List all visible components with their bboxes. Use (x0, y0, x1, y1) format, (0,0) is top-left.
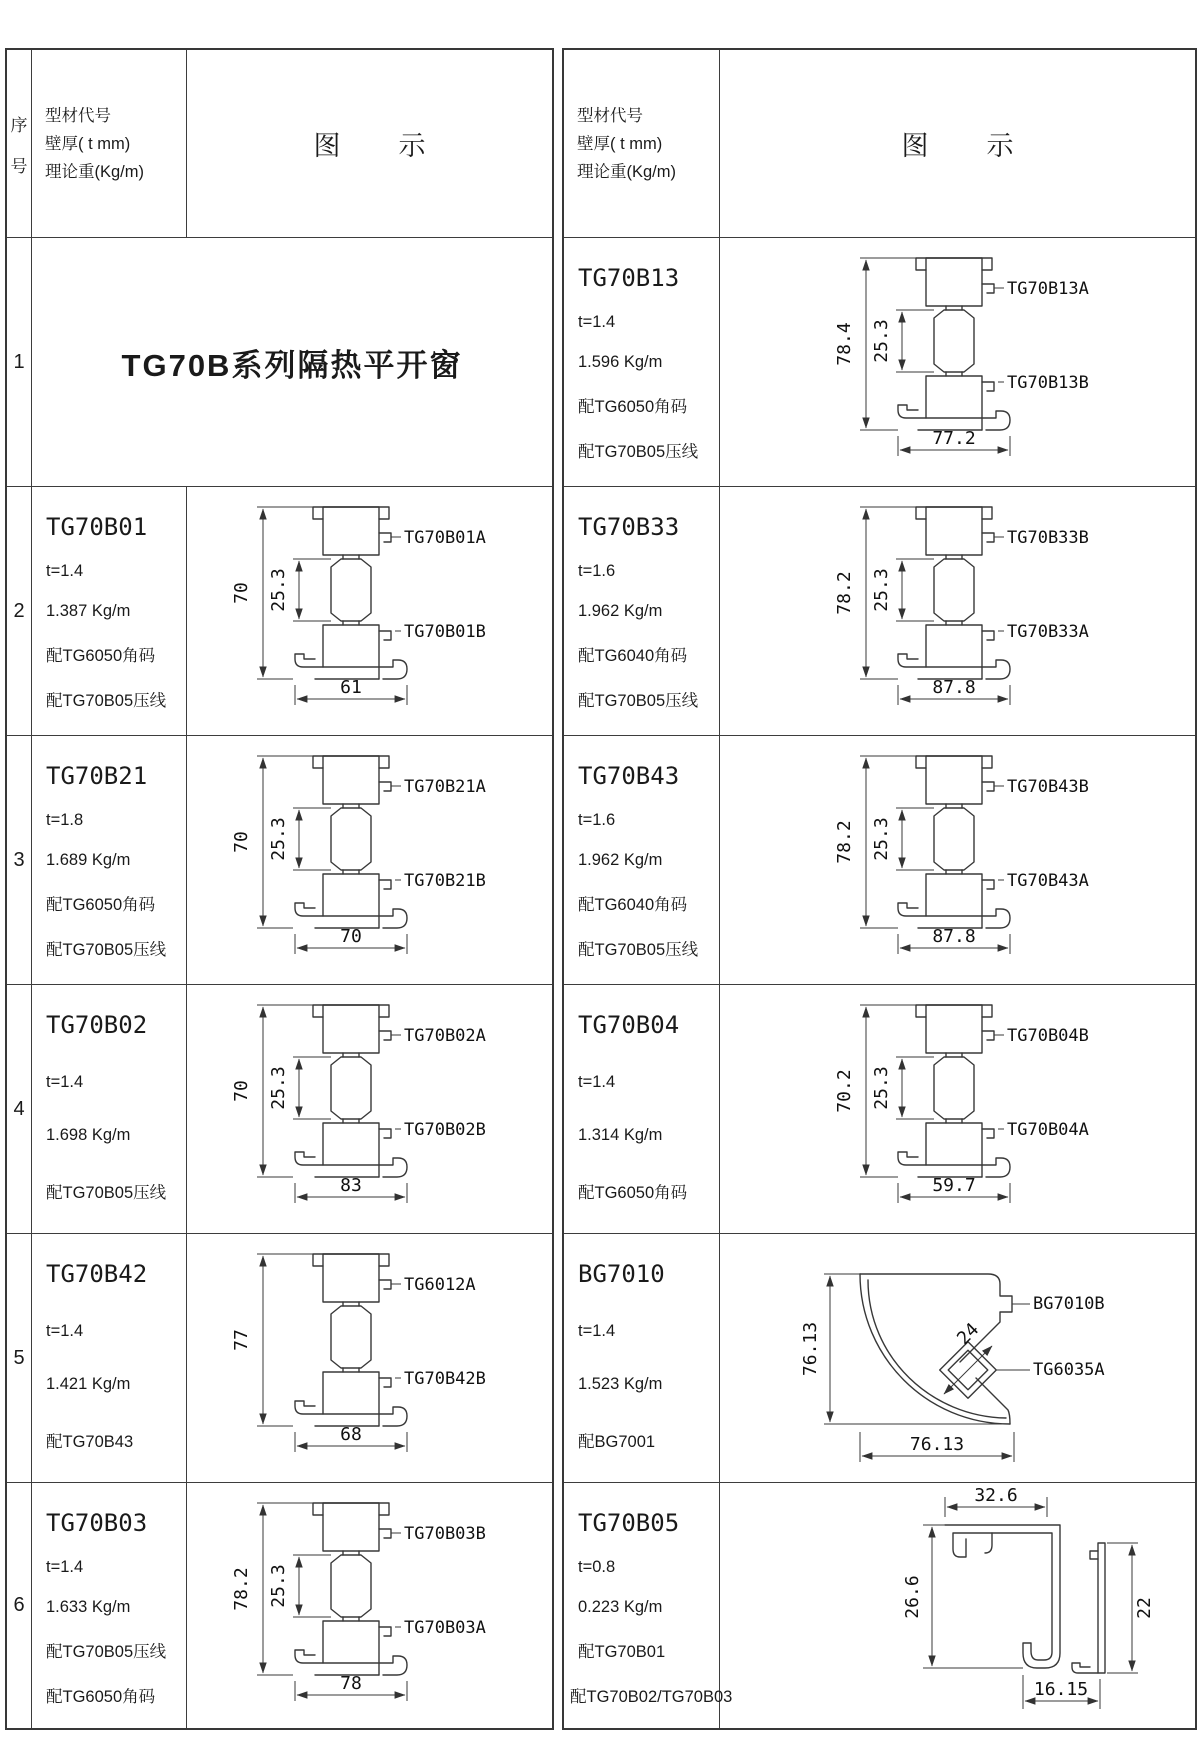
dim-mid: 25.3 (268, 1066, 289, 1110)
spec-cell-tg70b03 (32, 1483, 187, 1728)
part-label-bottom: TG6035A (1033, 1360, 1105, 1380)
spec-line: 1.698 Kg/m (46, 1126, 131, 1144)
dim-width: 70 (340, 926, 362, 947)
profile-code: BG7010 (578, 1260, 665, 1288)
profile-cross-section (295, 756, 407, 928)
series-title-cell (32, 238, 552, 487)
seq-4 (7, 985, 32, 1234)
illustration-cell-tg70b33 (720, 487, 1195, 736)
profile-cross-section (295, 1005, 407, 1177)
spec-head-line: 壁厚( t mm) (577, 134, 663, 153)
dim-width: 83 (340, 1175, 362, 1196)
dim-height: 78.2 (834, 571, 855, 615)
part-label-top: TG70B21A (404, 777, 486, 797)
dim-width: 59.7 (932, 1175, 976, 1196)
spec-line: 1.421 Kg/m (46, 1375, 131, 1393)
spec-head-line: 型材代号 (45, 106, 111, 125)
seq-label-bottom: 号 (10, 156, 28, 176)
dim-top: 32.6 (974, 1485, 1018, 1506)
illustration-cell-tg70b21 (187, 736, 552, 985)
spec-line: 配TG70B01 (578, 1643, 666, 1661)
dim-width: 87.8 (932, 926, 976, 947)
spec-line: 配TG70B05压线 (46, 1184, 167, 1202)
profile-drawing-tg70b13 (720, 238, 1192, 484)
profile-drawing-tg70b01 (187, 487, 549, 733)
spec-cell-tg70b01 (32, 487, 187, 736)
dim-mid: 25.3 (268, 1564, 289, 1608)
ext-line (824, 1274, 1004, 1424)
dim-height: 70 (231, 582, 252, 604)
profile-code: TG70B33 (578, 513, 680, 541)
spec-line: 1.314 Kg/m (578, 1126, 663, 1144)
spec-cell-bg7010 (564, 1234, 720, 1483)
seq-number: 5 (13, 1346, 25, 1369)
dim-height: 78.4 (834, 322, 855, 366)
profile-cross-section (295, 1503, 407, 1675)
dim-height: 70 (231, 831, 252, 853)
spec-cell-tg70b42 (32, 1234, 187, 1483)
seq-number: 1 (13, 350, 25, 373)
spec-cell-tg70b04 (564, 985, 720, 1234)
seq-label-top: 序 (10, 115, 28, 135)
dim-mid: 25.3 (871, 817, 892, 861)
part-label-top: TG70B43B (1007, 777, 1089, 797)
dim-mid: 25.3 (268, 817, 289, 861)
left-table (5, 48, 554, 1730)
part-label-bottom: TG70B02B (404, 1120, 486, 1140)
spec-line: 配TG70B02/TG70B03 (570, 1688, 733, 1706)
illustration-cell-bg7010 (720, 1234, 1195, 1483)
spec-line: 配TG6040角码 (578, 647, 688, 665)
profile-code: TG70B21 (46, 762, 148, 790)
spec-line: 配TG6050角码 (578, 398, 688, 416)
part-label-bottom: TG70B01B (404, 622, 486, 642)
seq-2 (7, 487, 32, 736)
header-seq (7, 50, 32, 238)
dim-height: 77 (231, 1329, 252, 1351)
profile-code: TG70B04 (578, 1011, 680, 1039)
part-label-top: BG7010B (1033, 1294, 1105, 1314)
spec-cell-tg70b43 (564, 736, 720, 985)
spec-line: 配TG6040角码 (578, 896, 688, 914)
dim-right: 22 (1134, 1597, 1155, 1619)
part-label-top: TG70B33B (1007, 528, 1089, 548)
spec-line: 配TG6050角码 (46, 1688, 156, 1706)
profile-drawing-tg70b33 (720, 487, 1192, 733)
dim-mid: 25.3 (268, 568, 289, 612)
spec-line: 配TG70B05压线 (46, 692, 167, 710)
dim-height: 78.2 (834, 820, 855, 864)
profile-hook (985, 1533, 992, 1553)
part-label-top: TG70B01A (404, 528, 486, 548)
part-label-bottom: TG70B03A (404, 1618, 486, 1638)
profile-drawing-tg70b21 (187, 736, 549, 982)
seq-3 (7, 736, 32, 985)
spec-line: t=1.4 (578, 1073, 616, 1091)
spec-line: t=0.8 (578, 1558, 616, 1576)
seq-6 (7, 1483, 32, 1728)
spec-line: 配TG70B05压线 (578, 443, 699, 461)
spec-line: 配TG6050角码 (46, 647, 156, 665)
spec-line: 配BG7001 (578, 1433, 656, 1451)
part-label-bottom: TG70B33A (1007, 622, 1089, 642)
profile-code: TG70B02 (46, 1011, 148, 1039)
part-label-top: TG70B03B (404, 1524, 486, 1544)
profile-cross-section (898, 507, 1010, 679)
profile-code: TG70B43 (578, 762, 680, 790)
profile-cross-section (898, 1005, 1010, 1177)
profile-cross-section (295, 507, 407, 679)
seq-5 (7, 1234, 32, 1483)
spec-line: 1.523 Kg/m (578, 1375, 663, 1393)
spec-cell-tg70b21 (32, 736, 187, 985)
illo-label: 图 (313, 131, 341, 161)
profile-right-foot (1072, 1551, 1098, 1673)
profile-drawing-tg70b04 (720, 985, 1192, 1231)
seq-number: 3 (13, 848, 25, 871)
illustration-cell-tg70b42 (187, 1234, 552, 1483)
seq-number: 6 (13, 1594, 25, 1616)
spec-line: t=1.6 (578, 562, 616, 580)
part-label-top: TG6012A (404, 1275, 476, 1295)
illustration-cell-tg70b04 (720, 985, 1195, 1234)
illo-label: 示 (986, 131, 1014, 161)
spec-line: 配TG6050角码 (578, 1184, 688, 1202)
profile-code: TG70B05 (578, 1509, 680, 1537)
dim-width: 77.2 (932, 428, 976, 449)
profile-drawing-tg70b05 (720, 1483, 1192, 1727)
spec-line: 配TG70B05压线 (46, 941, 167, 959)
part-label-bottom: TG70B43A (1007, 871, 1089, 891)
seq-1 (7, 238, 32, 487)
seq-number: 4 (13, 1097, 25, 1120)
spec-line: 配TG70B05压线 (578, 941, 699, 959)
profile-code: TG70B03 (46, 1509, 148, 1537)
profile-cross-section (898, 756, 1010, 928)
ext-line (923, 1525, 1023, 1668)
spec-cell-tg70b05 (564, 1483, 733, 1728)
series-title: TG70B系列隔热平开窗 (121, 347, 463, 383)
spec-cell-tg70b02 (32, 985, 187, 1234)
spec-line: t=1.4 (578, 313, 616, 331)
header-illustration-left (187, 50, 552, 238)
spec-line: 1.689 Kg/m (46, 851, 131, 869)
dim-mid: 25.3 (871, 568, 892, 612)
profile-drawing-tg70b03 (187, 1483, 549, 1727)
spec-head-line: 壁厚( t mm) (45, 134, 131, 153)
spec-line: 1.633 Kg/m (46, 1598, 131, 1616)
spec-line: t=1.4 (46, 1322, 84, 1340)
illo-label: 示 (398, 131, 426, 161)
illustration-cell-tg70b02 (187, 985, 552, 1234)
part-label-top: TG70B13A (1007, 279, 1089, 299)
spec-line: 1.596 Kg/m (578, 353, 663, 371)
profile-drawing-bg7010 (720, 1234, 1192, 1480)
illustration-cell-tg70b05 (720, 1483, 1195, 1728)
illo-label: 图 (901, 131, 929, 161)
dim-width: 68 (340, 1424, 362, 1445)
profile-drawing-tg70b42 (187, 1234, 549, 1480)
profile-drawing-tg70b02 (187, 985, 549, 1231)
spec-line: t=1.6 (578, 811, 616, 829)
dim-diagonal: 24 (953, 1319, 984, 1350)
dim-width: 76.13 (909, 1434, 965, 1455)
dim-width: 61 (340, 677, 362, 698)
part-label-top: TG70B04B (1007, 1026, 1089, 1046)
spec-head-line: 理论重(Kg/m) (577, 162, 676, 181)
ext-line (257, 1254, 313, 1426)
right-table (562, 48, 1197, 1730)
header-illustration-right (720, 50, 1195, 238)
dim-bottom: 16.15 (1033, 1679, 1089, 1700)
dim-height: 70 (231, 1080, 252, 1102)
spec-line: t=1.4 (578, 1322, 616, 1340)
profile-right-wall (1098, 1543, 1105, 1673)
dim-height: 70.2 (834, 1069, 855, 1113)
dim-mid: 25.3 (871, 1066, 892, 1110)
dim-mid: 25.3 (871, 319, 892, 363)
spec-line: 配TG70B05压线 (46, 1643, 167, 1661)
profile-outline (945, 1525, 1060, 1668)
spec-line: 1.962 Kg/m (578, 851, 663, 869)
part-label-bottom: TG70B21B (404, 871, 486, 891)
profile-code: TG70B01 (46, 513, 148, 541)
profile-code: TG70B13 (578, 264, 680, 292)
spec-cell-tg70b33 (564, 487, 720, 736)
dim-width: 78 (340, 1673, 362, 1694)
illustration-cell-tg70b13 (720, 238, 1195, 487)
illustration-cell-tg70b01 (187, 487, 552, 736)
dim-height: 78.2 (231, 1567, 252, 1611)
spec-line: t=1.4 (46, 1073, 84, 1091)
illustration-cell-tg70b03 (187, 1483, 552, 1728)
dim-left: 26.6 (902, 1575, 923, 1619)
profile-code: TG70B42 (46, 1260, 148, 1288)
header-spec-left (32, 50, 187, 238)
spec-line: 1.962 Kg/m (578, 602, 663, 620)
profile-arc-outer (860, 1274, 1010, 1424)
profile-arc-inner (868, 1280, 1006, 1418)
part-label-bottom: TG70B04A (1007, 1120, 1089, 1140)
spec-cell-tg70b13 (564, 238, 720, 487)
seq-number: 2 (13, 599, 25, 622)
part-label-bottom: TG70B42B (404, 1369, 486, 1389)
profile-cross-section (295, 1254, 407, 1426)
spec-head-line: 理论重(Kg/m) (45, 162, 144, 181)
dim-width: 87.8 (932, 677, 976, 698)
spec-head-line: 型材代号 (577, 106, 643, 125)
spec-line: 配TG6050角码 (46, 896, 156, 914)
part-label-bottom: TG70B13B (1007, 373, 1089, 393)
dim-height: 76.13 (800, 1321, 821, 1377)
profile-drawing-tg70b43 (720, 736, 1192, 982)
spec-line: 配TG70B05压线 (578, 692, 699, 710)
spec-line: t=1.4 (46, 562, 84, 580)
spec-line: 1.387 Kg/m (46, 602, 131, 620)
header-spec-right (564, 50, 720, 238)
spec-line: 0.223 Kg/m (578, 1598, 663, 1616)
spec-line: t=1.4 (46, 1558, 84, 1576)
illustration-cell-tg70b43 (720, 736, 1195, 985)
part-label-top: TG70B02A (404, 1026, 486, 1046)
profile-cross-section (898, 258, 1010, 430)
spec-line: t=1.8 (46, 811, 84, 829)
spec-line: 配TG70B43 (46, 1433, 134, 1451)
